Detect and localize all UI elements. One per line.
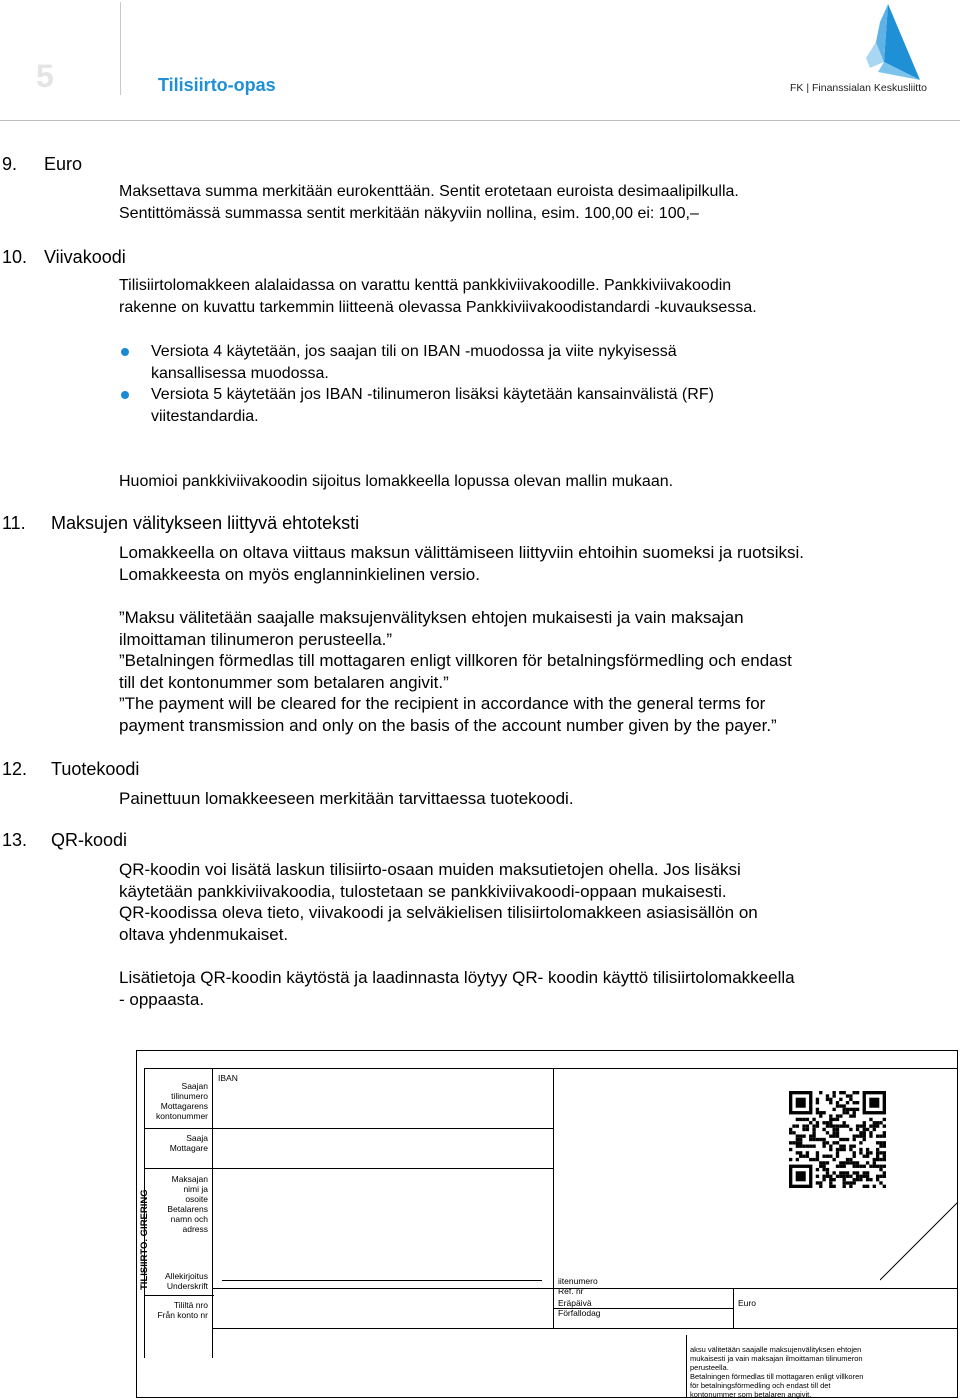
form-terms-text xyxy=(690,1345,863,1399)
text-line: Tilisiirtolomakkeen alalaidassa on varattu kenttä pankkiviivakoodille. Pankkiviivakoodin xyxy=(119,277,732,294)
label-allekirjoitus xyxy=(146,1271,208,1291)
section-10-heading xyxy=(2,247,126,268)
label-line: Tililtä nro xyxy=(173,1300,208,1310)
label-line: Eräpäivä xyxy=(558,1298,592,1308)
label-line: Betalningen förmedlas till mottagaren enligt villkoren xyxy=(690,1372,864,1381)
section-13-text xyxy=(119,859,758,945)
label-line: Ref. nr xyxy=(558,1286,584,1296)
text-line: viitestandardia. xyxy=(151,407,259,425)
terms-quotes xyxy=(119,607,792,736)
text-line: ”The payment will be cleared for the recipient in accordance with the general terms for xyxy=(119,694,766,713)
text-line: Maksettava summa merkitään eurokenttään. Sentit erotetaan euroista desimaalipilkulla. xyxy=(119,183,739,200)
section-number: 10. xyxy=(2,247,28,267)
text-line: Lomakkeesta on myös englanninkielinen versio. xyxy=(119,564,480,584)
label-iban: IBAN xyxy=(218,1073,238,1083)
text-line: ”Betalningen förmedlas till mottagaren enligt villkoren för betalningsförmedling och endast xyxy=(119,651,792,670)
logo-text: FK | Finanssialan Keskusliitto xyxy=(790,82,927,94)
section-title: QR-koodi xyxy=(51,830,128,850)
text-line: till det kontonummer som betalaren angivit.” xyxy=(119,672,449,692)
section-11-heading xyxy=(2,513,359,534)
section-title: Euro xyxy=(44,154,83,174)
form-line xyxy=(144,1168,553,1169)
form-side-label: TILISIIRTO. GIRERING xyxy=(139,1189,150,1290)
label-line: Förfallodag xyxy=(558,1308,601,1318)
text-line: Lomakkeella on oltava viittaus maksun välittämiseen liittyviin ehtoihin suomeksi ja ruotsiksi. xyxy=(119,543,805,562)
section-13-more xyxy=(119,967,795,1010)
text-line: - oppaasta. xyxy=(119,989,205,1009)
form-line xyxy=(686,1335,687,1398)
form-line xyxy=(144,1068,958,1069)
section-9-text xyxy=(119,181,739,224)
text-line: QR-koodissa oleva tieto, viivakoodi ja selväkielisen tilisiirtolomakkeen asiasisällön on xyxy=(119,903,758,922)
label-line: Underskrift xyxy=(166,1281,208,1291)
text-line: Sentittömässä summassa sentit merkitään näkyviin nollina, esim. 100,00 ei: 100,– xyxy=(119,204,699,222)
corner-mark-icon xyxy=(880,1200,960,1290)
label-euro: Euro xyxy=(738,1298,756,1308)
label-line: mukaisesti ja vain maksajan ilmoittaman tilinumeron xyxy=(690,1354,863,1363)
section-title: Viivakoodi xyxy=(44,247,126,267)
label-saaja xyxy=(146,1133,208,1153)
label-line: perusteella. xyxy=(690,1363,729,1372)
label-line: kontonummer xyxy=(156,1111,208,1121)
text-line: käytetään pankkiviivakoodia, tulostetaan se pankkiviivakoodi-oppaan mukaisesti. xyxy=(119,881,727,901)
form-line xyxy=(733,1288,734,1328)
page-number: 5 xyxy=(36,58,54,94)
label-line: Allekirjoitus xyxy=(165,1271,208,1281)
label-line: iitenumero xyxy=(558,1276,598,1286)
label-tililta xyxy=(146,1300,208,1320)
label-erapaiva xyxy=(558,1298,601,1318)
label-maksaja xyxy=(146,1174,208,1234)
label-line: Betalarens xyxy=(167,1204,208,1214)
text-line: oltava yhdenmukaiset. xyxy=(119,924,289,944)
label-line: tilinumero xyxy=(171,1091,208,1101)
form-line xyxy=(144,1295,214,1296)
bullet-icon xyxy=(121,391,129,399)
text-line: Versiota 4 käytetään, jos saajan tili on IBAN -muodossa ja viite nykyisessä xyxy=(151,343,677,360)
label-line: adress xyxy=(182,1224,208,1234)
section-12-text: Painettuun lomakkeeseen merkitään tarvittaessa tuotekoodi. xyxy=(119,789,574,808)
text-line: Versiota 5 käytetään jos IBAN -tilinumeron lisäksi käytetään kansainvälistä (RF) xyxy=(151,386,714,403)
label-viitenumero xyxy=(558,1276,598,1296)
label-line: namn och xyxy=(170,1214,208,1224)
section-title: Tuotekoodi xyxy=(51,759,140,779)
section-9-heading xyxy=(2,154,82,175)
text-line: QR-koodin voi lisätä laskun tilisiirto-osaan muiden maksutietojen ohella. Jos lisäksi xyxy=(119,860,741,879)
label-line: Maksajan xyxy=(171,1174,208,1184)
text-line: payment transmission and only on the basis of the account number given by the payer.” xyxy=(119,715,777,735)
section-10-note: Huomioi pankkiviivakoodin sijoitus lomakkeella lopussa olevan mallin mukaan. xyxy=(119,473,674,490)
section-number: 11. xyxy=(2,513,26,533)
label-line: aksu välitetään saajalle maksujenvälityksen ehtojen xyxy=(690,1345,862,1354)
label-line: Mottagare xyxy=(169,1143,208,1153)
section-number: 9. xyxy=(2,154,18,174)
text-line: rakenne on kuvattu tarkemmin liitteenä olevassa Pankkiviivakoodistandardi -kuvauksessa. xyxy=(119,298,757,316)
section-number: 13. xyxy=(2,830,28,850)
section-11-text xyxy=(119,542,804,585)
document-title: Tilisiirto-opas xyxy=(158,75,276,95)
text-line: Lisätietoja QR-koodin käytöstä ja laadinnasta löytyy QR- koodin käyttö tilisiirtolomakkeella xyxy=(119,968,795,987)
section-title: Maksujen välitykseen liittyvä ehtoteksti xyxy=(51,513,360,533)
section-10-text xyxy=(119,275,757,318)
label-line: Saajan xyxy=(181,1081,208,1091)
bullet-item xyxy=(151,384,714,427)
label-saajan-tilinumero xyxy=(146,1081,208,1121)
label-line: nimi ja xyxy=(183,1184,208,1194)
text-line: ilmoittaman tilinumeron perusteella.” xyxy=(119,629,393,649)
qr-code-icon xyxy=(789,1091,886,1188)
section-12-heading xyxy=(2,759,139,780)
label-line: Från konto nr xyxy=(157,1310,208,1320)
bullet-icon xyxy=(121,348,129,356)
signature-line xyxy=(222,1280,542,1281)
form-line xyxy=(553,1068,554,1328)
text-line: kansallisessa muodossa. xyxy=(151,364,329,382)
header-rule xyxy=(0,120,960,121)
form-line xyxy=(212,1328,958,1329)
text-line: ”Maksu välitetään saajalle maksujenvälityksen ehtojen mukaisesti ja vain maksajan xyxy=(119,608,744,627)
form-line xyxy=(144,1128,553,1129)
section-13-heading xyxy=(2,830,127,851)
form-line xyxy=(212,1068,213,1358)
label-line: kontonummer som betalaren angivit. xyxy=(690,1390,812,1399)
label-line: för betalningsförmedling och endast till det xyxy=(690,1381,831,1390)
header-divider xyxy=(120,2,121,95)
label-line: osoite xyxy=(185,1194,208,1204)
section-number: 12. xyxy=(2,759,28,779)
label-line: Saaja xyxy=(186,1133,208,1143)
label-line: Mottagarens xyxy=(160,1101,208,1111)
bullet-item xyxy=(151,341,677,384)
